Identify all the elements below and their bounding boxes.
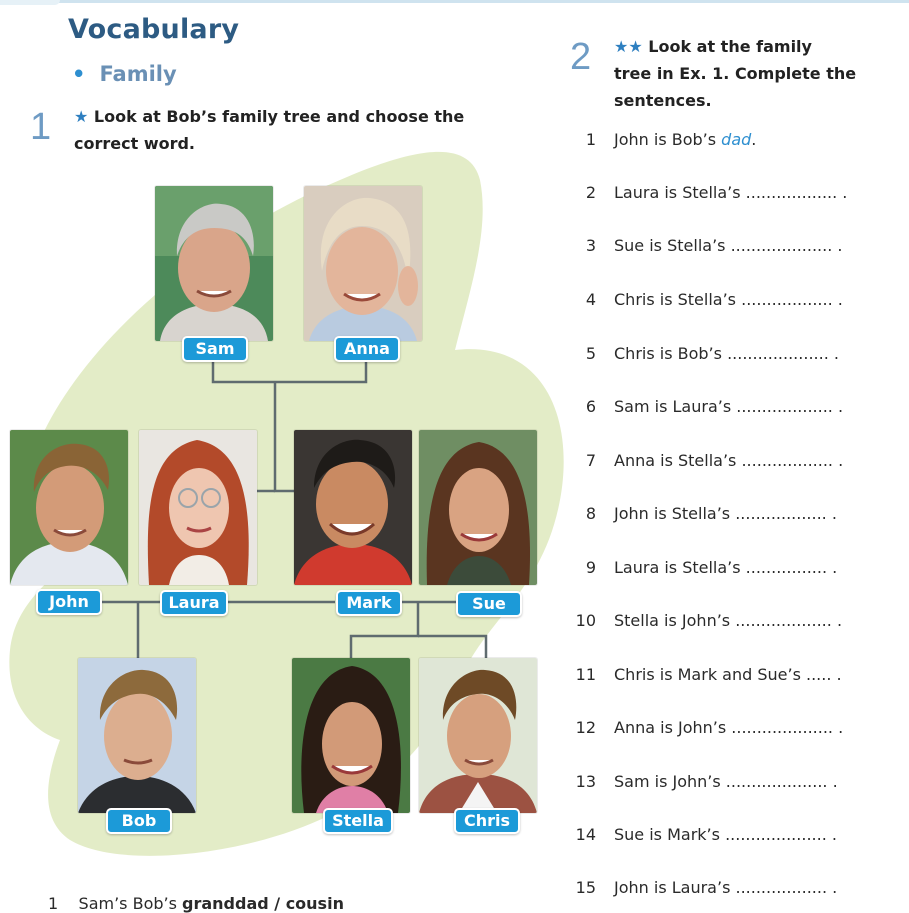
name-tag-sam: Sam bbox=[182, 336, 248, 362]
answer-blank[interactable]: .................... bbox=[730, 236, 833, 255]
exercise-1-instruction-line2: correct word. bbox=[74, 134, 196, 153]
chris-photo bbox=[419, 658, 537, 813]
name-tag-john: John bbox=[36, 589, 102, 615]
sue-photo bbox=[419, 430, 537, 585]
sentence-7[interactable] bbox=[570, 451, 843, 475]
sentence-text: Sam is Laura’s bbox=[614, 397, 737, 416]
example-answer: dad bbox=[721, 130, 752, 149]
sentence-end: . bbox=[827, 878, 838, 897]
sentence-end: . bbox=[751, 130, 757, 149]
sentence-number: 2 bbox=[585, 183, 596, 202]
sentence-number: 12 bbox=[575, 718, 596, 737]
sentence-number: 7 bbox=[585, 451, 596, 470]
name-tag-chris: Chris bbox=[454, 808, 520, 834]
sentence-number: 6 bbox=[585, 397, 596, 416]
name-tag-bob: Bob bbox=[106, 808, 172, 834]
answer-blank[interactable]: ................ bbox=[745, 558, 828, 577]
sentence-end: . bbox=[827, 558, 838, 577]
sentence-8[interactable] bbox=[570, 504, 837, 528]
sentence-number: 11 bbox=[575, 665, 596, 684]
sentence-text: Chris is Stella’s bbox=[614, 290, 742, 309]
topic-label: Family bbox=[99, 62, 177, 86]
answer-blank[interactable]: ................... bbox=[736, 397, 833, 416]
two-stars-icon: ★★ bbox=[614, 37, 643, 56]
sentence-number: 15 bbox=[575, 878, 596, 897]
answer-blank[interactable]: .................... bbox=[727, 344, 829, 363]
answer-blank[interactable]: .................... bbox=[725, 825, 827, 844]
name-tag-sue: Sue bbox=[456, 591, 522, 617]
sentence-1 bbox=[570, 130, 756, 154]
sentence-15[interactable] bbox=[570, 878, 837, 902]
sentence-9[interactable] bbox=[570, 558, 837, 582]
item-text: Sam’s Bob’s bbox=[78, 894, 183, 913]
sentence-5[interactable] bbox=[570, 344, 839, 368]
sentence-text: Laura is Stella’s bbox=[614, 183, 746, 202]
sentence-end: . bbox=[837, 183, 848, 202]
sentence-10[interactable] bbox=[570, 611, 842, 635]
sentence-text: Chris is Mark and Sue’s bbox=[614, 665, 806, 684]
name-tag-stella: Stella bbox=[323, 808, 393, 834]
john-photo bbox=[10, 430, 128, 585]
answer-blank[interactable]: .................. bbox=[735, 878, 828, 897]
sentence-number: 8 bbox=[585, 504, 596, 523]
sentence-14[interactable] bbox=[570, 825, 837, 849]
bob-photo bbox=[78, 658, 196, 813]
sentence-end: . bbox=[826, 504, 837, 523]
word-choice[interactable]: granddad / cousin bbox=[182, 894, 344, 913]
exercise-1-item-1 bbox=[48, 894, 344, 913]
sentence-end: . bbox=[833, 451, 844, 470]
sentence-text: Sam is John’s bbox=[614, 772, 726, 791]
stella-photo bbox=[292, 658, 410, 813]
sentence-6[interactable] bbox=[570, 397, 843, 421]
answer-blank[interactable]: .................. bbox=[741, 451, 834, 470]
answer-blank[interactable]: .................... bbox=[725, 772, 828, 791]
sentence-13[interactable] bbox=[570, 772, 838, 796]
name-tag-mark: Mark bbox=[336, 590, 402, 616]
sentence-end: . bbox=[832, 236, 843, 255]
sentence-text: Sue is Stella’s bbox=[614, 236, 731, 255]
sentence-number: 5 bbox=[585, 344, 596, 363]
sentence-number: 9 bbox=[585, 558, 596, 577]
sentence-end: . bbox=[833, 718, 844, 737]
sentence-number: 14 bbox=[575, 825, 596, 844]
sentence-end: . bbox=[831, 611, 843, 630]
star-icon: ★ bbox=[74, 107, 89, 126]
sentence-end: . bbox=[827, 772, 838, 791]
sentence-end: . bbox=[832, 290, 843, 309]
sentence-number: 13 bbox=[575, 772, 596, 791]
exercise-1-number: 1 bbox=[30, 106, 52, 148]
laura-photo bbox=[139, 430, 257, 585]
sentence-end: . bbox=[831, 665, 842, 684]
sentence-number: 4 bbox=[585, 290, 596, 309]
sentence-text: Sue is Mark’s bbox=[614, 825, 726, 844]
sentence-text: Chris is Bob’s bbox=[614, 344, 728, 363]
sentence-text: Laura is Stella’s bbox=[614, 558, 746, 577]
name-tag-anna: Anna bbox=[334, 336, 400, 362]
sentence-number: 10 bbox=[575, 611, 596, 630]
bullet-icon: • bbox=[72, 62, 86, 86]
answer-blank[interactable]: .................. bbox=[745, 183, 838, 202]
sentence-text: Anna is John’s bbox=[614, 718, 732, 737]
sentence-end: . bbox=[826, 825, 837, 844]
sentence-text: John is Bob’s bbox=[614, 130, 722, 149]
exercise-1-instruction-line1: Look at Bob’s family tree and choose the bbox=[93, 107, 465, 126]
name-tag-laura: Laura bbox=[160, 590, 228, 616]
sentence-end: . bbox=[828, 344, 839, 363]
sentence-4[interactable] bbox=[570, 290, 843, 314]
answer-blank[interactable]: .................. bbox=[741, 290, 833, 309]
sentence-text: John is Laura’s bbox=[614, 878, 736, 897]
exercise-2-instruction bbox=[614, 33, 856, 114]
anna-photo bbox=[304, 186, 422, 341]
answer-blank[interactable]: .................... bbox=[731, 718, 833, 737]
sentence-12[interactable] bbox=[570, 718, 843, 742]
sentence-text: John is Stella’s bbox=[614, 504, 736, 523]
exercise-2-instruction-line3: sentences. bbox=[614, 91, 712, 110]
sentence-text: Anna is Stella’s bbox=[614, 451, 742, 470]
sentence-3[interactable] bbox=[570, 236, 842, 260]
sentence-end: . bbox=[832, 397, 844, 416]
exercise-2-number: 2 bbox=[570, 36, 592, 78]
exercise-2-instruction-line1: Look at the family bbox=[648, 37, 812, 56]
mark-photo bbox=[294, 430, 412, 585]
section-title: Vocabulary bbox=[68, 14, 240, 45]
sentence-2[interactable] bbox=[570, 183, 847, 207]
sentence-11[interactable] bbox=[570, 665, 842, 689]
sentence-number: 3 bbox=[585, 236, 596, 255]
sentence-number: 1 bbox=[585, 130, 596, 149]
sentence-text: Stella is John’s bbox=[614, 611, 736, 630]
item-number: 1 bbox=[48, 894, 59, 913]
answer-blank[interactable]: ..... bbox=[806, 665, 832, 684]
exercise-2-instruction-line2: tree in Ex. 1. Complete the bbox=[614, 64, 857, 83]
answer-blank[interactable]: ................... bbox=[735, 611, 832, 630]
answer-blank[interactable]: .................. bbox=[735, 504, 827, 523]
sam-photo bbox=[155, 186, 273, 341]
